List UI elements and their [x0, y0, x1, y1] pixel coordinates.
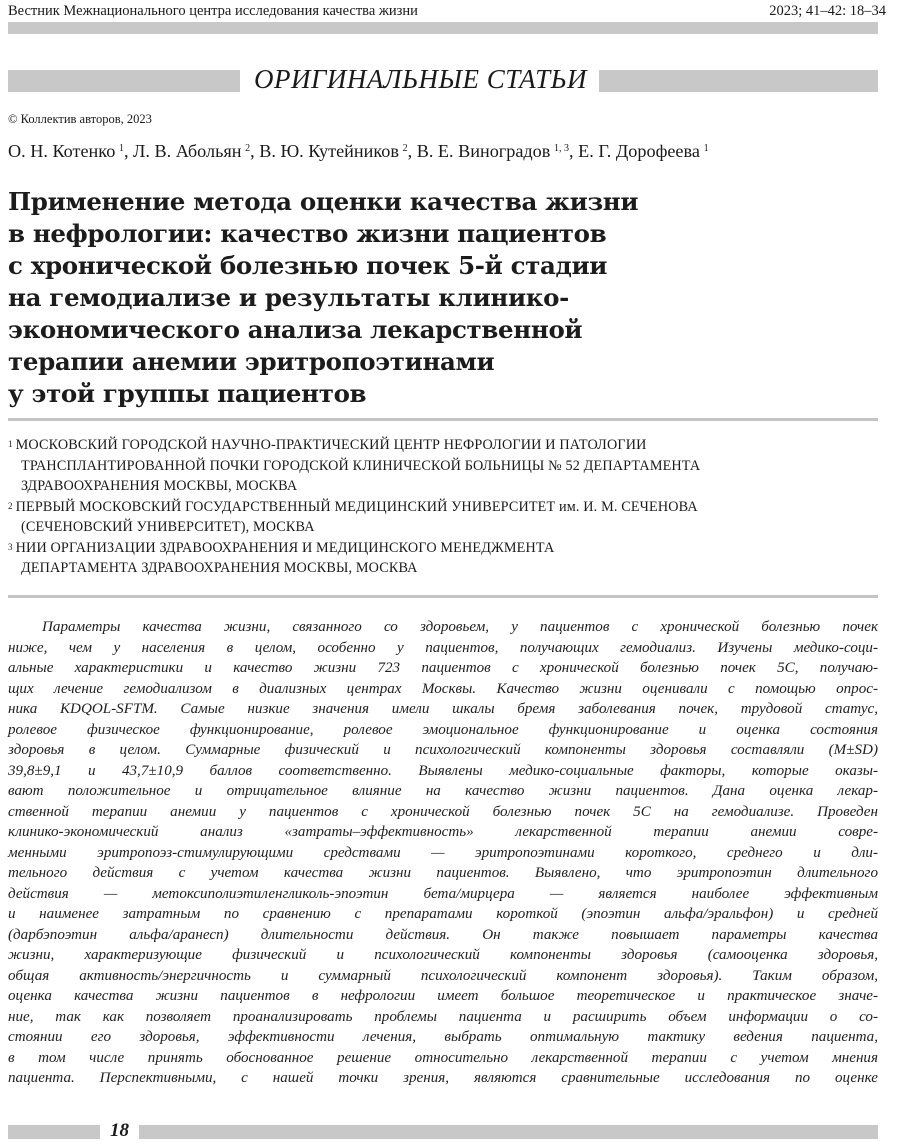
affiliation-text: ПЕРВЫЙ МОСКОВСКИЙ ГОСУДАРСТВЕННЫЙ МЕДИЦИНСКИЙ УНИВЕРСИТЕТ им. И. М. СЕЧЕНОВА: [15, 498, 698, 515]
abstract-line: действия — метоксиполиэтиленгликоль-эпоэтин бета/мирцера — является наиболее эффективным: [8, 885, 878, 902]
author-affiliation-mark: 2: [402, 143, 408, 154]
title-line: Применение метода оценки качества жизни: [8, 187, 639, 216]
affiliation-line: [8, 456, 878, 477]
author-separator: ,: [569, 141, 579, 161]
abstract-line: общая активность/энергичность и суммарный психологический компонент здоровья). Таким образом,: [8, 967, 878, 984]
affiliations: [8, 435, 878, 579]
author-list: [8, 139, 709, 163]
abstract: [8, 617, 878, 1089]
affiliation-text: НИИ ОРГАНИЗАЦИИ ЗДРАВООХРАНЕНИЯ И МЕДИЦИНСКОГО МЕНЕДЖМЕНТА: [15, 539, 555, 556]
author-separator: ,: [407, 141, 417, 161]
abstract-line: пациента. Перспективными, с нашей точки зрения, являются сравнительные исследования по оценке: [8, 1070, 878, 1086]
author-name: О. Н. Котенко: [8, 141, 116, 161]
abstract-divider: [8, 595, 878, 598]
abstract-line: Параметры качества жизни, связанного со здоровьем, у пациентов с хронической болезнью почек: [42, 619, 878, 635]
affiliation-text: ТРАНСПЛАНТИРОВАННОЙ ПОЧКИ ГОРОДСКОЙ КЛИНИЧЕСКОЙ БОЛЬНИЦЫ № 52 ДЕПАРТАМЕНТА: [21, 457, 701, 474]
abstract-line: стоянии его здоровья, эффективности лечения, выбрать оптимальную тактику ведения пациента,: [8, 1029, 878, 1045]
author-name: Л. В. Абольян: [133, 141, 242, 161]
author-name: В. Ю. Кутейников: [259, 141, 399, 161]
abstract-line: оценка качества жизни пациентов в нефрологии имеет большое теоретическое и практическое значе-: [8, 988, 878, 1004]
abstract-line: щих лечение гемодиализом в диализных центрах Москвы. Качество жизни оценивали с помощью опрос-: [8, 680, 878, 697]
page-number: 18: [100, 1117, 139, 1145]
title-line: с хронической болезнью почек 5-й стадии: [8, 251, 608, 280]
affiliation-number: 2: [8, 500, 13, 511]
header-rule: [8, 22, 878, 34]
author-affiliation-mark: 2: [245, 143, 251, 154]
issue-info: 2023; 41–42: 18–34: [769, 3, 886, 19]
author-affiliation-mark: 1: [118, 143, 124, 154]
affiliation-text: МОСКОВСКИЙ ГОРОДСКОЙ НАУЧНО-ПРАКТИЧЕСКИЙ ЦЕНТР НЕФРОЛОГИИ И ПАТОЛОГИИ: [15, 437, 647, 453]
affiliation-number: 3: [8, 541, 13, 552]
affiliation-line: [8, 517, 878, 538]
author-name: В. Е. Виноградов: [416, 141, 551, 161]
affiliation-line: [8, 538, 878, 559]
abstract-line: здоровья в целом. Суммарные физический и психологический компоненты здоровья составляли (M±SD): [8, 742, 878, 758]
running-header: [0, 0, 900, 22]
affiliation-text: (СЕЧЕНОВСКИЙ УНИВЕРСИТЕТ), МОСКВА: [21, 519, 315, 535]
abstract-line: менными эритропоэз-стимулирующими средствами — эритропоэтинами короткого, среднего и дли-: [8, 844, 878, 861]
title-line: в нефрологии: качество жизни пациентов: [8, 219, 607, 248]
abstract-line: ние, так как позволяет проанализировать проблемы пациента и расширить объем информации о со-: [8, 1008, 878, 1025]
abstract-line: в том числе принять обоснованное решение относительно лекарственной терапии с учетом мнения: [8, 1049, 878, 1066]
abstract-line: жизни, характеризующие физический и психологический компоненты здоровья (самооценка здоровья,: [8, 947, 878, 963]
author-separator: ,: [250, 141, 260, 161]
abstract-line: клинико-экономический анализ «затраты–эффективность» лекарственной терапии анемии совре-: [8, 824, 878, 840]
affiliation-number: 1: [8, 439, 13, 449]
abstract-line: (дарбэпоэтин альфа/аранесп) длительности действия. Он также повышает параметры качества: [8, 926, 878, 943]
affiliation-text: ЗДРАВООХРАНЕНИЯ МОСКВЫ, МОСКВА: [21, 478, 298, 494]
abstract-line: альные характеристики и качество жизни 723 пациентов с хронической болезнью почек 5С, получаю-: [8, 660, 878, 676]
affiliation-text: ДЕПАРТАМЕНТА ЗДРАВООХРАНЕНИЯ МОСКВЫ, МОСКВА: [21, 560, 418, 576]
affiliation-line: [8, 476, 878, 497]
author-affiliation-mark: 1: [703, 143, 709, 154]
journal-name: Вестник Межнационального центра исследования качества жизни: [8, 3, 418, 19]
abstract-line: 39,8±9,1 и 43,7±10,9 баллов соответственно. Выявлены медико-социальные факторы, которые оказы-: [8, 762, 878, 779]
abstract-line: тельного действия с учетом качества жизни пациентов. Выявлено, что эритропоэтин длительного: [8, 865, 878, 881]
title-line: на гемодиализе и результаты клинико-: [8, 283, 569, 312]
abstract-line: ственной терапии анемии у пациентов с хронической болезнью почек 5С на гемодиализе. Проведен: [8, 803, 878, 820]
title-divider: [8, 418, 878, 421]
abstract-line: ниже, чем у населения в целом, особенно у пациентов, получающих гемодиализ. Изучены медико-соци-: [8, 639, 878, 656]
author-separator: ,: [123, 141, 134, 161]
author-name: Е. Г. Дорофеева: [578, 141, 700, 161]
title-line: экономического анализа лекарственной: [8, 315, 583, 344]
affiliation-line: [8, 558, 878, 579]
affiliation-line: [8, 497, 878, 518]
article-title: [8, 186, 768, 410]
author-affiliation-mark: 1, 3: [554, 143, 570, 154]
affiliation-line: [8, 435, 878, 456]
abstract-line: и наименее затратным по сравнению с препаратами короткой (эпоэтин альфа/эральфон) и средней: [8, 906, 878, 922]
title-line: терапии анемии эритропоэтинами: [8, 347, 495, 376]
copyright-notice: © Коллектив авторов, 2023: [8, 112, 152, 126]
section-label: ОРИГИНАЛЬНЫЕ СТАТЬИ: [240, 62, 599, 96]
title-line: у этой группы пациентов: [8, 379, 367, 408]
abstract-line: ника KDQOL-SFTM. Самые низкие значения имели шкалы бремя заболевания почек, трудовой статус,: [8, 701, 878, 717]
abstract-line: ролевое физическое функционирование, ролевое эмоциональное функционирование и оценка состояния: [8, 721, 878, 738]
abstract-line: вают положительное и отрицательное влияние на качество жизни пациентов. Дана оценка лекар-: [8, 783, 878, 799]
